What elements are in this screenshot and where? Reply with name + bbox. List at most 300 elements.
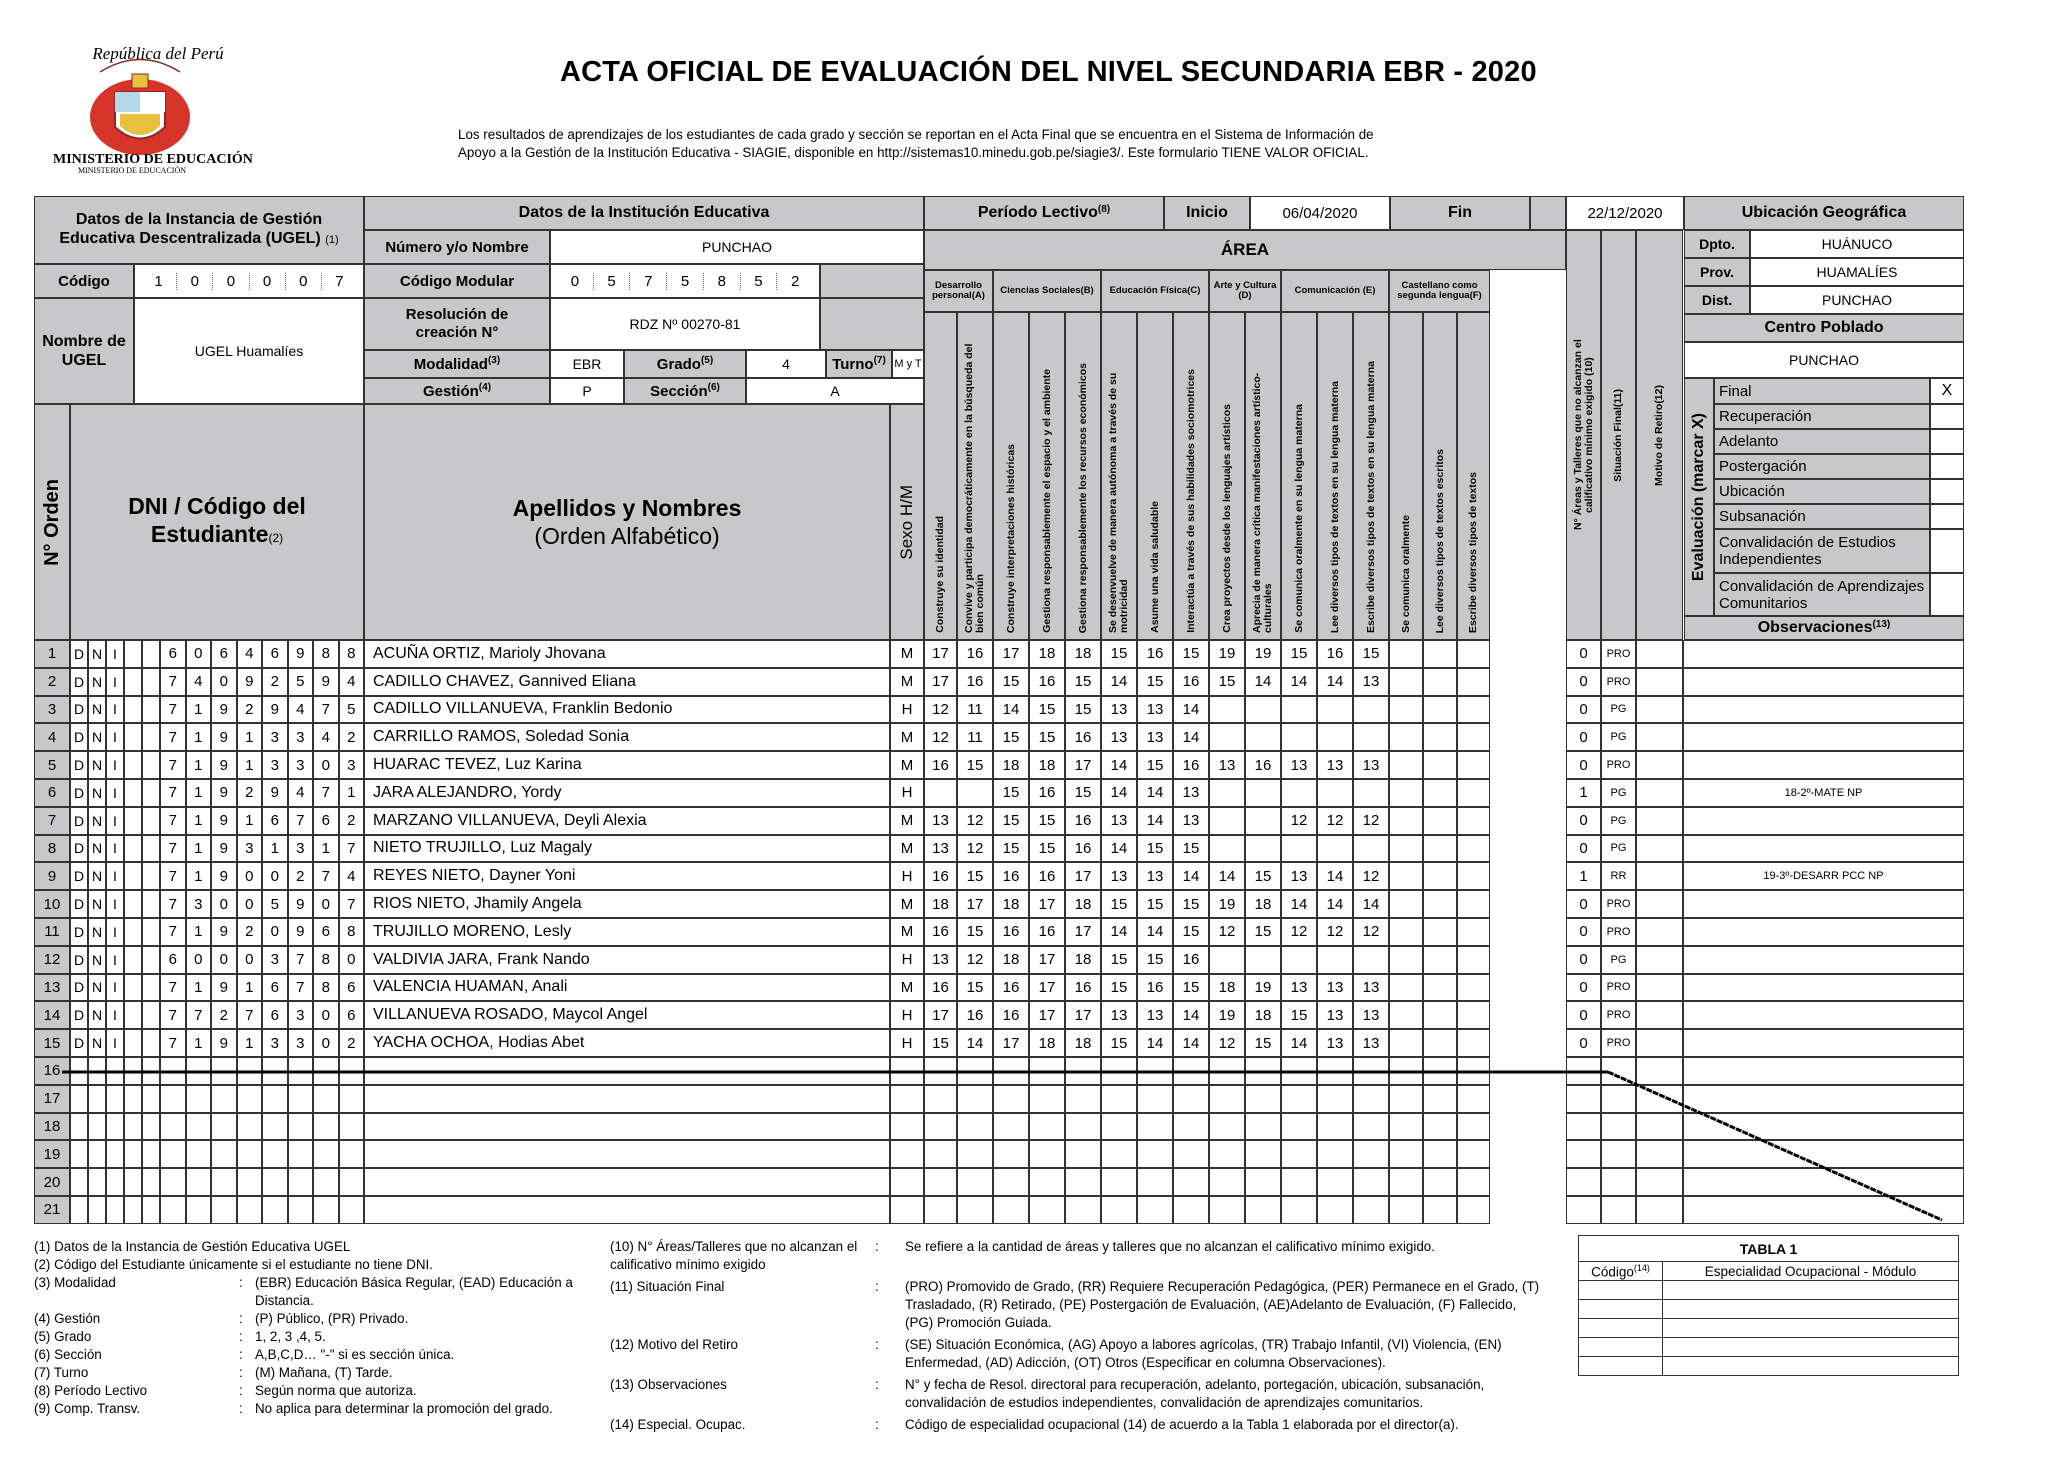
row-nota[interactable]: 16 — [1065, 723, 1101, 751]
tabla-1-cell[interactable] — [1663, 1357, 1959, 1376]
row-nota[interactable]: 16 — [924, 918, 957, 946]
row-nota[interactable]: 15 — [1245, 1029, 1281, 1057]
row-nota[interactable]: 14 — [1173, 723, 1209, 751]
row-doc-type: D — [70, 890, 88, 918]
row-nota[interactable]: 16 — [1137, 640, 1173, 668]
tabla-1-cell[interactable] — [1579, 1319, 1663, 1338]
row-nombre[interactable]: CADILLO CHAVEZ, Gannived Eliana — [364, 668, 890, 696]
row-nombre[interactable]: RIOS NIETO, Jhamily Angela — [364, 890, 890, 918]
footnote-left — [34, 1382, 595, 1400]
ie-turno-note: (7) — [873, 354, 886, 366]
dpto-value[interactable]: HUÁNUCO — [1750, 230, 1964, 258]
row-nota[interactable]: 12 — [1281, 918, 1317, 946]
row-nota[interactable]: 13 — [1281, 974, 1317, 1002]
row-nota[interactable]: 13 — [1101, 862, 1137, 890]
tabla-1-cell[interactable] — [1579, 1300, 1663, 1319]
row-situacion-final: PG — [1601, 779, 1636, 807]
row-nota[interactable]: 15 — [1029, 723, 1065, 751]
footnote-right — [610, 1416, 1550, 1434]
row-nota[interactable]: 14 — [1317, 668, 1353, 696]
row-nota[interactable]: 16 — [1245, 751, 1281, 779]
row-nota[interactable]: 13 — [1353, 974, 1389, 1002]
row-nota[interactable]: 15 — [1137, 835, 1173, 863]
fin-value[interactable]: 22/12/2020 — [1566, 196, 1684, 230]
row-observaciones[interactable]: 19-3º-DESARR PCC NP — [1683, 862, 1964, 890]
row-nota[interactable]: 16 — [1317, 640, 1353, 668]
row-nota[interactable]: 12 — [924, 696, 957, 724]
row-nota[interactable]: 14 — [1245, 668, 1281, 696]
row-nota[interactable]: 12 — [1209, 918, 1245, 946]
row-nota[interactable]: 13 — [1137, 1001, 1173, 1029]
row-dni-digit: 9 — [211, 751, 237, 779]
row-dni-digit: 0 — [262, 862, 288, 890]
row-nota[interactable]: 14 — [1317, 862, 1353, 890]
row-nota[interactable]: 15 — [1137, 890, 1173, 918]
row-nota[interactable]: 14 — [1173, 1029, 1209, 1057]
row-nota[interactable]: 15 — [1173, 640, 1209, 668]
row-nota[interactable]: 12 — [1317, 807, 1353, 835]
row-nota[interactable]: 13 — [1101, 696, 1137, 724]
row-nota[interactable]: 18 — [1029, 751, 1065, 779]
row-nota[interactable]: 15 — [1209, 668, 1245, 696]
row-dni-digit: 3 — [262, 946, 288, 974]
tabla-1-cell[interactable] — [1579, 1338, 1663, 1357]
fin-label: Fin — [1390, 196, 1530, 230]
row-dni-digit: 2 — [237, 779, 263, 807]
ie-turno-text: Turno — [832, 355, 874, 373]
row-doc-type: I — [106, 723, 124, 751]
row-areas-no-alcanzan: 1 — [1566, 779, 1601, 807]
row-nota[interactable]: 14 — [1101, 918, 1137, 946]
row-doc-type: D — [70, 862, 88, 890]
row-nota[interactable]: 15 — [1173, 974, 1209, 1002]
evaluacion-mark[interactable]: X — [1930, 378, 1964, 404]
competency-label: Se comunica oralmente — [1399, 515, 1412, 633]
footnote-left — [34, 1328, 595, 1346]
tabla-1-cell[interactable] — [1579, 1281, 1663, 1300]
prov-value[interactable]: HUAMALÍES — [1750, 258, 1964, 286]
row-nota[interactable]: 11 — [957, 696, 993, 724]
row-orden: 2 — [34, 668, 70, 696]
row-nota[interactable]: 16 — [1065, 835, 1101, 863]
row-nota[interactable]: 17 — [1065, 751, 1101, 779]
row-observaciones[interactable]: 18-2º-MATE NP — [1683, 779, 1964, 807]
row-nota[interactable]: 17 — [993, 640, 1029, 668]
row-nota[interactable]: 13 — [1353, 668, 1389, 696]
row-nota[interactable]: 16 — [1029, 862, 1065, 890]
row-dni-digit: 0 — [313, 890, 339, 918]
ie-numero-value[interactable]: PUNCHAO — [550, 230, 924, 264]
row-dni-digit: 7 — [160, 835, 186, 863]
row-orden: 19 — [34, 1140, 70, 1168]
row-nota[interactable]: 13 — [1317, 1001, 1353, 1029]
ie-turno-value[interactable]: M y T — [892, 350, 924, 378]
row-nota[interactable]: 12 — [1353, 807, 1389, 835]
row-nota[interactable]: 17 — [957, 890, 993, 918]
row-nota[interactable]: 17 — [993, 1029, 1029, 1057]
row-doc-type: N — [88, 723, 106, 751]
row-nota[interactable]: 16 — [924, 751, 957, 779]
row-nota[interactable]: 18 — [993, 751, 1029, 779]
tabla-1-col-codigo-label: Código — [1591, 1264, 1634, 1280]
competency-label: Aprecia de manera crítica manifestaciones artístico-culturales — [1251, 372, 1274, 633]
row-nota[interactable]: 12 — [1209, 1029, 1245, 1057]
row-doc-type: I — [106, 974, 124, 1002]
row-nota[interactable]: 15 — [1353, 640, 1389, 668]
row-nota[interactable]: 14 — [1353, 890, 1389, 918]
row-nota[interactable]: 16 — [1029, 779, 1065, 807]
row-nota[interactable]: 14 — [957, 1029, 993, 1057]
dist-value[interactable]: PUNCHAO — [1750, 286, 1964, 314]
row-dni-digit: 7 — [160, 1001, 186, 1029]
row-nota[interactable]: 18 — [1029, 640, 1065, 668]
row-nota[interactable]: 13 — [1137, 723, 1173, 751]
footnote-sep: : — [875, 1377, 879, 1392]
row-nombre[interactable]: MARZANO VILLANUEVA, Deyli Alexia — [364, 807, 890, 835]
nombres-header-sub: (Orden Alfabético) — [534, 523, 720, 549]
row-nota[interactable]: 15 — [1137, 668, 1173, 696]
row-nota[interactable]: 16 — [1029, 918, 1065, 946]
row-nota[interactable]: 15 — [1245, 862, 1281, 890]
ugel-codigo-label: Código — [34, 264, 134, 298]
row-nota[interactable]: 15 — [1101, 946, 1137, 974]
tabla-1-col-codigo — [1579, 1262, 1663, 1281]
row-nota[interactable]: 18 — [924, 890, 957, 918]
row-doc-type: N — [88, 807, 106, 835]
row-sexo: H — [890, 862, 924, 890]
row-nota[interactable]: 18 — [1065, 890, 1101, 918]
row-sexo: M — [890, 640, 924, 668]
row-nota[interactable]: 13 — [924, 946, 957, 974]
row-nota[interactable]: 15 — [1101, 890, 1137, 918]
footnote-value: (PRO) Promovido de Grado, (RR) Requiere Recuperación Pedagógica, (PER) Permanece en el Grado, (T) Trasladado, (R) Retirado, (PE) Postergación de Evaluación, (AE)Adelanto de Evaluación, (F) Fallecido, (PG) Promoción Guiada. — [905, 1279, 1540, 1330]
row-nota[interactable]: 14 — [993, 696, 1029, 724]
row-nota[interactable]: 13 — [1353, 1001, 1389, 1029]
row-nombre[interactable]: CADILLO VILLANUEVA, Franklin Bedonio — [364, 696, 890, 724]
footnote-key: (10) N° Áreas/Talleres que no alcanzan el calificativo mínimo exigido — [610, 1239, 858, 1272]
footnotes-left — [34, 1238, 595, 1418]
row-situacion-final: PRO — [1601, 1029, 1636, 1057]
row-nota[interactable]: 13 — [1137, 862, 1173, 890]
row-nota[interactable]: 14 — [1101, 751, 1137, 779]
row-nombre[interactable]: VALENCIA HUAMAN, Anali — [364, 974, 890, 1002]
row-orden: 21 — [34, 1196, 70, 1224]
row-nota[interactable]: 14 — [1173, 696, 1209, 724]
row-nota[interactable]: 12 — [1317, 918, 1353, 946]
row-orden: 5 — [34, 751, 70, 779]
row-dni-digit: 7 — [186, 1001, 212, 1029]
row-nota[interactable]: 13 — [1317, 1029, 1353, 1057]
row-nombre[interactable]: HUARAC TEVEZ, Luz Karina — [364, 751, 890, 779]
row-doc-type: I — [106, 946, 124, 974]
row-nota[interactable]: 16 — [1137, 974, 1173, 1002]
periodo-text: Período Lectivo — [977, 204, 1098, 221]
ie-modalidad-value[interactable]: EBR — [550, 350, 624, 378]
row-nota[interactable]: 18 — [1065, 640, 1101, 668]
row-nota[interactable]: 18 — [1245, 1001, 1281, 1029]
row-nota[interactable]: 14 — [1101, 668, 1137, 696]
row-nota[interactable]: 18 — [993, 946, 1029, 974]
row-nota[interactable]: 15 — [993, 779, 1029, 807]
ie-modalidad-text: Modalidad — [413, 355, 488, 373]
area-group-2: Ciencias Sociales(B) — [993, 270, 1101, 312]
row-nota[interactable]: 18 — [1065, 946, 1101, 974]
row-nota[interactable]: 14 — [1137, 1029, 1173, 1057]
row-nota[interactable]: 15 — [993, 723, 1029, 751]
row-nota[interactable]: 13 — [924, 807, 957, 835]
row-areas-no-alcanzan: 0 — [1566, 890, 1601, 918]
row-nota[interactable]: 14 — [1281, 668, 1317, 696]
row-nota[interactable]: 18 — [1209, 974, 1245, 1002]
row-nota[interactable]: 19 — [1245, 974, 1281, 1002]
tabla-1-cell[interactable] — [1579, 1357, 1663, 1376]
row-nota[interactable]: 15 — [1173, 918, 1209, 946]
row-nombre[interactable]: NIETO TRUJILLO, Luz Magaly — [364, 835, 890, 863]
row-nota[interactable]: 13 — [1353, 751, 1389, 779]
row-nota[interactable]: 13 — [1173, 779, 1209, 807]
row-nota[interactable]: 17 — [1029, 890, 1065, 918]
row-nota[interactable]: 13 — [1101, 1001, 1137, 1029]
row-nota[interactable]: 14 — [1137, 918, 1173, 946]
ie-gestion-value[interactable]: P — [550, 378, 624, 404]
row-dni-digit: 2 — [211, 1001, 237, 1029]
row-nota[interactable]: 13 — [1281, 862, 1317, 890]
row-nota[interactable]: 13 — [1317, 751, 1353, 779]
row-dni-digit: 9 — [211, 779, 237, 807]
row-nota[interactable]: 12 — [957, 807, 993, 835]
row-nota[interactable]: 14 — [1281, 1029, 1317, 1057]
row-nota[interactable]: 16 — [993, 974, 1029, 1002]
row-nota[interactable]: 13 — [1281, 751, 1317, 779]
row-nota[interactable]: 15 — [993, 807, 1029, 835]
row-nota[interactable]: 15 — [957, 974, 993, 1002]
row-nota[interactable]: 19 — [1209, 1001, 1245, 1029]
ie-modular-digit: 5 — [594, 273, 631, 290]
row-nota[interactable]: 13 — [1101, 723, 1137, 751]
row-sexo: H — [890, 696, 924, 724]
row-dni-digit: 6 — [313, 807, 339, 835]
row-dni-digit: 6 — [313, 918, 339, 946]
row-dni-digit: 3 — [186, 890, 212, 918]
row-nombre[interactable]: TRUJILLO MORENO, Lesly — [364, 918, 890, 946]
row-nota[interactable]: 17 — [1065, 918, 1101, 946]
row-doc-type: D — [70, 807, 88, 835]
row-nota[interactable]: 13 — [1209, 751, 1245, 779]
row-nota[interactable]: 15 — [1065, 668, 1101, 696]
row-sexo: M — [890, 974, 924, 1002]
row-nota[interactable]: 16 — [1065, 807, 1101, 835]
row-nota[interactable]: 13 — [1101, 807, 1137, 835]
row-nota[interactable]: 12 — [957, 835, 993, 863]
row-nota[interactable]: 17 — [1029, 946, 1065, 974]
row-nota[interactable]: 13 — [1317, 974, 1353, 1002]
row-dni-digit: 1 — [237, 751, 263, 779]
row-nota[interactable]: 16 — [1065, 974, 1101, 1002]
row-nota[interactable]: 16 — [993, 862, 1029, 890]
row-dni-digit: 9 — [211, 696, 237, 724]
row-dni-digit: 7 — [339, 890, 365, 918]
ugel-nombre-value[interactable]: UGEL Huamalíes — [134, 298, 364, 404]
row-sexo: H — [890, 779, 924, 807]
row-dni-digit: 1 — [313, 835, 339, 863]
centro-label: Centro Poblado — [1684, 314, 1964, 342]
row-nota[interactable]: 14 — [1209, 862, 1245, 890]
row-nota[interactable]: 16 — [957, 668, 993, 696]
row-nota[interactable]: 15 — [1137, 751, 1173, 779]
row-nota[interactable]: 15 — [957, 751, 993, 779]
row-areas-no-alcanzan: 0 — [1566, 946, 1601, 974]
row-nota[interactable]: 16 — [1173, 751, 1209, 779]
row-nota[interactable]: 17 — [1065, 862, 1101, 890]
inicio-value[interactable]: 06/04/2020 — [1250, 196, 1390, 230]
row-dni-digit: 6 — [160, 640, 186, 668]
row-nota[interactable]: 19 — [1209, 890, 1245, 918]
row-doc-type: D — [70, 723, 88, 751]
row-nota[interactable]: 11 — [957, 723, 993, 751]
row-nota[interactable]: 13 — [1353, 1029, 1389, 1057]
row-nota[interactable]: 18 — [1065, 1029, 1101, 1057]
row-dni-digit: 8 — [313, 974, 339, 1002]
tabla-1-cell[interactable] — [1663, 1338, 1959, 1357]
tabla-1-cell[interactable] — [1663, 1281, 1959, 1300]
row-nota[interactable]: 16 — [1173, 668, 1209, 696]
row-nota[interactable]: 15 — [1065, 696, 1101, 724]
row-doc-type: I — [106, 918, 124, 946]
row-nota[interactable]: 12 — [1281, 807, 1317, 835]
row-nota[interactable]: 12 — [1353, 918, 1389, 946]
row-dni-digit: 0 — [313, 1001, 339, 1029]
row-nota[interactable]: 14 — [1281, 890, 1317, 918]
row-nota[interactable]: 16 — [924, 974, 957, 1002]
row-nota[interactable]: 14 — [1101, 779, 1137, 807]
row-nota[interactable]: 15 — [1137, 946, 1173, 974]
row-nota[interactable]: 14 — [1173, 862, 1209, 890]
row-nombre[interactable]: VALDIVIA JARA, Frank Nando — [364, 946, 890, 974]
row-nota[interactable]: 15 — [993, 668, 1029, 696]
row-dni-digit: 7 — [288, 807, 314, 835]
row-nota[interactable]: 15 — [1065, 779, 1101, 807]
row-nota[interactable]: 15 — [1029, 807, 1065, 835]
row-nota[interactable]: 15 — [1101, 1029, 1137, 1057]
row-nota[interactable]: 17 — [1029, 974, 1065, 1002]
row-nombre[interactable]: YACHA OCHOA, Hodias Abet — [364, 1029, 890, 1057]
centro-value[interactable]: PUNCHAO — [1684, 342, 1964, 378]
row-sexo: H — [890, 946, 924, 974]
row-nota[interactable]: 15 — [1029, 835, 1065, 863]
row-nota[interactable]: 15 — [1173, 890, 1209, 918]
row-nota[interactable]: 14 — [1101, 835, 1137, 863]
row-dni-digit: 3 — [339, 751, 365, 779]
row-nombre[interactable]: REYES NIETO, Dayner Yoni — [364, 862, 890, 890]
row-doc-type: I — [106, 835, 124, 863]
row-nota[interactable]: 14 — [1137, 807, 1173, 835]
ie-heading: Datos de la Institución Educativa — [364, 196, 924, 230]
row-nota[interactable]: 12 — [924, 723, 957, 751]
ie-grado-value[interactable]: 4 — [746, 350, 826, 378]
row-nota[interactable]: 12 — [1353, 862, 1389, 890]
footnote-left — [34, 1364, 595, 1382]
row-nombre[interactable]: CARRILLO RAMOS, Soledad Sonia — [364, 723, 890, 751]
footnote-value: Según norma que autoriza. — [255, 1383, 417, 1398]
row-nota[interactable]: 14 — [1173, 1001, 1209, 1029]
row-nota[interactable]: 16 — [993, 1001, 1029, 1029]
competency-label: Gestiona responsablemente los recursos económicos — [1076, 362, 1089, 633]
row-nota[interactable]: 15 — [1101, 640, 1137, 668]
row-nota[interactable]: 16 — [993, 918, 1029, 946]
row-nota[interactable]: 13 — [924, 835, 957, 863]
row-situacion-final: PRO — [1601, 668, 1636, 696]
row-nombre[interactable]: ACUÑA ORTIZ, Marioly Jhovana — [364, 640, 890, 668]
ie-resolucion-value[interactable]: RDZ Nº 00270-81 — [550, 298, 820, 350]
row-dni-digit: 7 — [160, 668, 186, 696]
row-nota[interactable]: 15 — [1101, 974, 1137, 1002]
row-nota[interactable]: 17 — [924, 640, 957, 668]
row-nota[interactable]: 18 — [993, 890, 1029, 918]
row-nota[interactable]: 17 — [1065, 1001, 1101, 1029]
row-nota[interactable]: 16 — [957, 1001, 993, 1029]
area-group-4: Arte y Cultura (D) — [1209, 270, 1281, 312]
row-doc-type: D — [70, 835, 88, 863]
row-nota[interactable]: 16 — [957, 640, 993, 668]
row-dni-digit: 1 — [237, 974, 263, 1002]
row-nota[interactable]: 15 — [1245, 918, 1281, 946]
row-nota[interactable]: 12 — [957, 946, 993, 974]
row-nota[interactable]: 19 — [1209, 640, 1245, 668]
row-nota[interactable]: 17 — [924, 668, 957, 696]
tabla-1-cell[interactable] — [1663, 1319, 1959, 1338]
row-situacion-final: PG — [1601, 696, 1636, 724]
row-nota[interactable]: 16 — [1173, 946, 1209, 974]
ie-modular-label: Código Modular — [364, 264, 550, 298]
row-nota[interactable]: 15 — [1173, 835, 1209, 863]
row-dni-digit: 1 — [186, 835, 212, 863]
tabla-1-cell[interactable] — [1663, 1300, 1959, 1319]
row-nota[interactable]: 15 — [957, 862, 993, 890]
row-nota[interactable]: 17 — [1029, 1001, 1065, 1029]
row-nota[interactable]: 19 — [1245, 640, 1281, 668]
row-nota[interactable]: 14 — [1317, 890, 1353, 918]
row-nota[interactable]: 17 — [924, 1001, 957, 1029]
row-nota[interactable]: 16 — [1029, 668, 1065, 696]
row-nota[interactable]: 18 — [1029, 1029, 1065, 1057]
row-nota[interactable]: 14 — [1137, 779, 1173, 807]
row-nombre[interactable]: JARA ALEJANDRO, Yordy — [364, 779, 890, 807]
row-nota[interactable]: 15 — [924, 1029, 957, 1057]
row-nota[interactable]: 13 — [1173, 807, 1209, 835]
row-nota[interactable]: 15 — [957, 918, 993, 946]
footnote-key: (2) Código del Estudiante únicamente si el estudiante no tiene DNI. — [34, 1257, 433, 1272]
row-nota[interactable]: 16 — [924, 862, 957, 890]
area-group-1: Desarrollo personal(A) — [924, 270, 993, 312]
row-nota[interactable]: 15 — [1029, 696, 1065, 724]
row-situacion-final: PRO — [1601, 918, 1636, 946]
row-nombre[interactable]: VILLANUEVA ROSADO, Maycol Angel — [364, 1001, 890, 1029]
row-nota[interactable]: 15 — [1281, 1001, 1317, 1029]
row-dni-digit: 7 — [160, 779, 186, 807]
row-orden: 13 — [34, 974, 70, 1002]
row-nota[interactable]: 15 — [993, 835, 1029, 863]
ie-seccion-value[interactable]: A — [746, 378, 924, 404]
row-doc-type: N — [88, 890, 106, 918]
row-nota[interactable]: 13 — [1137, 696, 1173, 724]
row-nota[interactable]: 18 — [1245, 890, 1281, 918]
row-orden: 18 — [34, 1113, 70, 1141]
row-dni-digit: 7 — [160, 723, 186, 751]
row-dni-digit: 4 — [288, 779, 314, 807]
row-nota[interactable]: 15 — [1281, 640, 1317, 668]
row-dni-digit: 6 — [339, 974, 365, 1002]
row-dni-digit: 0 — [186, 946, 212, 974]
